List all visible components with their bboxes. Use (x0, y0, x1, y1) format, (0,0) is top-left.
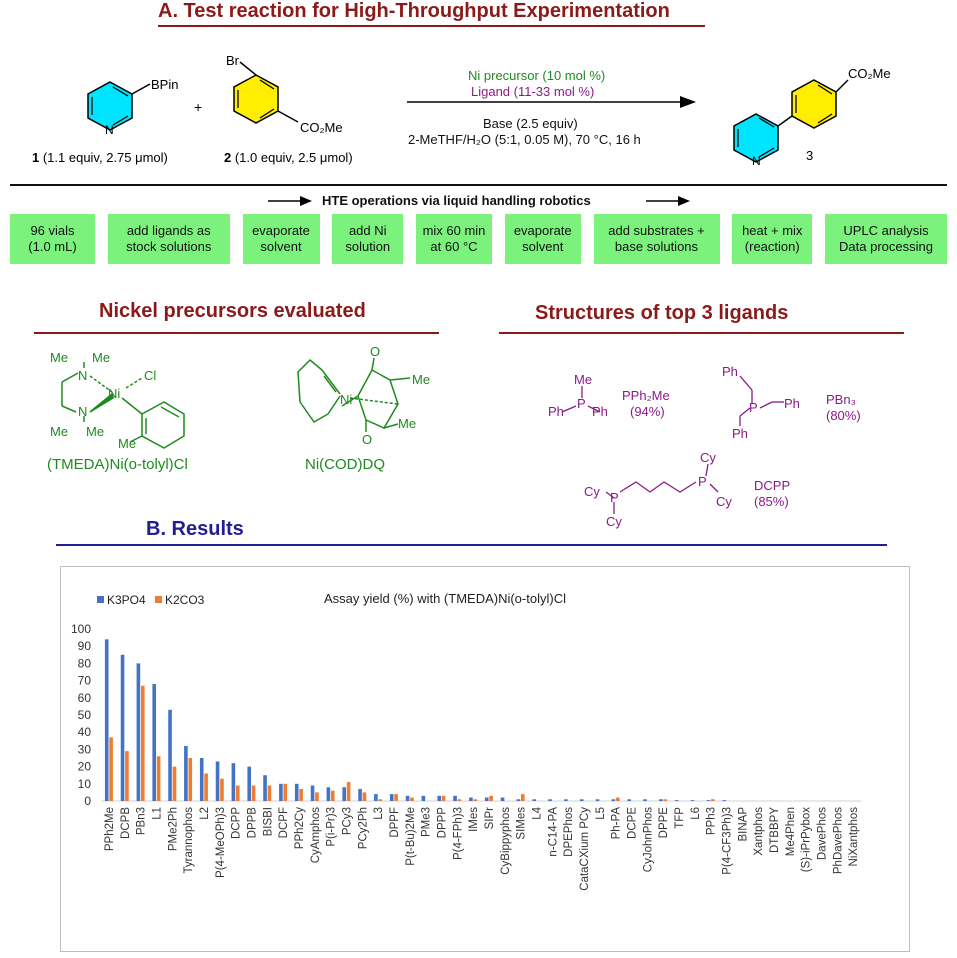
y-tick-label: 80 (77, 656, 91, 671)
x-tick-label: L4 (531, 807, 544, 820)
nickel-rule (34, 332, 439, 334)
bar-k3po4 (247, 767, 251, 801)
svg-text:Me: Me (398, 416, 417, 431)
bar-k3po4 (311, 786, 315, 801)
section-a-rule (158, 25, 705, 27)
x-tick-label: CyAmphos (309, 807, 322, 864)
bromo-label: Br (226, 53, 239, 68)
svg-text:N: N (78, 404, 88, 419)
svg-text:Ph: Ph (732, 426, 748, 441)
product-number: 3 (806, 148, 814, 163)
bar-k3po4 (722, 800, 726, 801)
bar-k3po4 (390, 794, 394, 801)
bar-k2co3 (220, 779, 224, 801)
bar-k2co3 (363, 792, 367, 801)
bar-k2co3 (141, 686, 145, 801)
bar-k3po4 (279, 784, 283, 801)
svg-text:Cy: Cy (584, 484, 600, 499)
svg-text:2 (1.0 equiv, 2.5 μmol) (224, 150, 353, 165)
y-tick-label: 10 (77, 776, 91, 791)
bar-k2co3 (442, 796, 446, 801)
x-tick-label: (S)-iPrPybox (800, 807, 813, 873)
pyridine-n-label: N (105, 123, 114, 137)
x-tick-label: DCPE (626, 807, 639, 839)
y-tick-label: 60 (77, 690, 91, 705)
tmeda-complex-structure (30, 340, 230, 452)
section-b-title: B. Results (146, 518, 244, 540)
svg-text:Ph: Ph (784, 396, 800, 411)
x-tick-label: PCy3 (341, 807, 354, 836)
ligand-3-name: DCPP (754, 478, 791, 493)
bar-k2co3 (157, 756, 161, 801)
cod-complex-label: Ni(COD)DQ (305, 456, 385, 473)
x-tick-label: DPPE (658, 807, 671, 839)
bar-k3po4 (627, 799, 631, 801)
legend-label-k3po4: K3PO4 (107, 593, 146, 607)
chart-plot-area (71, 622, 861, 891)
y-tick-label: 70 (77, 673, 91, 688)
bar-k2co3 (394, 794, 398, 801)
bar-k2co3 (315, 792, 319, 801)
product-n-label: N (752, 154, 761, 168)
bar-k3po4 (485, 798, 489, 801)
x-tick-label: P(4-MeOPh)3 (214, 807, 227, 878)
ligand-3-yield: (85%) (754, 494, 789, 509)
bar-k2co3 (331, 791, 335, 801)
y-tick-label: 40 (77, 725, 91, 740)
svg-text:P: P (698, 474, 707, 489)
svg-text:O: O (362, 432, 373, 447)
yield-chart-svg (61, 567, 909, 951)
x-tick-label: CyJohnPhos (642, 807, 655, 873)
reagent-1-structure (88, 77, 178, 137)
x-tick-label: DCPP (230, 807, 243, 839)
plus-sign: + (194, 99, 203, 115)
hte-step: 96 vials (1.0 mL) (10, 214, 95, 264)
hte-step: add ligands as stock solutions (108, 214, 230, 264)
bar-k3po4 (105, 639, 109, 801)
ligand-2-yield: (80%) (826, 408, 861, 423)
x-tick-label: P(i-Pr)3 (325, 807, 338, 847)
svg-text:P: P (577, 396, 586, 411)
x-tick-label: DTBBPY (768, 807, 781, 854)
bar-k3po4 (501, 798, 505, 801)
svg-text:Ni: Ni (108, 386, 121, 401)
yield-chart (60, 566, 910, 952)
x-tick-label: Me4Phen (784, 807, 797, 857)
x-tick-label: Xantphos (753, 807, 766, 856)
bar-k3po4 (263, 775, 267, 801)
bar-k3po4 (121, 655, 125, 801)
bar-k2co3 (521, 794, 525, 801)
section-a-title: A. Test reaction for High-Throughput Experimentation (158, 0, 670, 22)
x-tick-label: Ph-PA (610, 807, 623, 840)
hte-step: UPLC analysis Data processing (825, 214, 947, 264)
x-tick-label: TFP (673, 807, 686, 829)
hte-right-arrow (646, 194, 690, 208)
x-tick-label: IMes (468, 807, 481, 832)
bar-k2co3 (663, 799, 667, 801)
x-tick-label: P(4-FPh)3 (452, 807, 465, 861)
svg-text:Cy: Cy (716, 494, 732, 509)
bar-k3po4 (548, 799, 552, 801)
bar-k3po4 (532, 799, 536, 801)
bar-k3po4 (184, 746, 188, 801)
reagent-1-number: 1 (32, 150, 40, 165)
bar-k2co3 (109, 737, 113, 801)
condition-base: Base (2.5 equiv) (483, 116, 578, 131)
x-tick-label: BISBI (262, 807, 275, 837)
x-tick-label: DPPP (436, 807, 449, 839)
bar-k2co3 (458, 799, 462, 801)
hte-rule (10, 184, 947, 186)
legend-swatch-k3po4 (97, 596, 104, 603)
svg-text:Me: Me (118, 436, 137, 451)
bar-k3po4 (517, 799, 521, 801)
section-b-rule (56, 544, 887, 546)
svg-text:Ni: Ni (340, 392, 353, 407)
bar-k2co3 (283, 784, 287, 801)
x-tick-label: PMe2Ph (167, 807, 180, 852)
x-tick-label: DPEPhos (563, 807, 576, 857)
reagent-2-number: 2 (224, 150, 232, 165)
bar-k3po4 (374, 794, 378, 801)
x-tick-label: PhDavePhos (832, 807, 845, 875)
ligand-1-name: PPh₂Me (622, 388, 670, 403)
bar-k2co3 (473, 799, 477, 801)
y-tick-label: 90 (77, 639, 91, 654)
hte-step: add Ni solution (332, 214, 403, 264)
ligands-title: Structures of top 3 ligands (535, 302, 789, 324)
x-tick-label: CataCXium PCy (578, 807, 591, 891)
bar-k3po4 (327, 787, 331, 801)
bar-k3po4 (564, 799, 568, 801)
bar-k2co3 (188, 758, 192, 801)
ester-label: CO₂Me (300, 120, 343, 135)
bar-k2co3 (489, 796, 493, 801)
bar-k2co3 (236, 786, 240, 801)
x-tick-label: PPh2Cy (293, 807, 306, 850)
x-tick-label: DPPB (246, 807, 259, 839)
bar-k3po4 (580, 799, 584, 801)
bar-k2co3 (252, 786, 256, 801)
chart-title: Assay yield (%) with (TMEDA)Ni(o-tolyl)Cl (324, 591, 566, 606)
hte-step: mix 60 min at 60 °C (416, 214, 492, 264)
svg-text:Ph: Ph (592, 404, 608, 419)
bar-k3po4 (168, 710, 172, 801)
reagent-1-amount: (1.1 equiv, 2.75 μmol) (39, 150, 168, 165)
bar-k3po4 (437, 796, 441, 801)
hte-step: heat + mix (reaction) (732, 214, 812, 264)
legend-label-k2co3: K2CO3 (165, 593, 205, 607)
bar-k3po4 (675, 800, 679, 801)
hte-step: add substrates + base solutions (594, 214, 720, 264)
hte-header: HTE operations via liquid handling robotics (322, 193, 591, 208)
bar-k2co3 (125, 751, 129, 801)
svg-text:Me: Me (92, 350, 111, 365)
bar-k2co3 (299, 789, 303, 801)
x-tick-label: P(t-Bu)2Me (404, 807, 417, 866)
reagent-2-amount: (1.0 equiv, 2.5 μmol) (231, 150, 353, 165)
bar-k3po4 (406, 796, 410, 801)
svg-text:Me: Me (574, 372, 593, 387)
bar-k3po4 (232, 763, 236, 801)
x-tick-label: L5 (594, 807, 607, 820)
hte-left-arrow (268, 194, 312, 208)
bar-k3po4 (295, 784, 299, 801)
x-tick-label: L3 (373, 807, 386, 820)
ligand-1-yield: (94%) (630, 404, 665, 419)
bar-k2co3 (173, 767, 177, 801)
x-tick-label: BINAP (737, 807, 750, 842)
x-tick-label: PMe3 (420, 807, 433, 838)
bar-k2co3 (204, 773, 208, 801)
bar-k3po4 (691, 800, 695, 801)
condition-solvent: 2-MeTHF/H₂O (5:1, 0.05 M), 70 °C, 16 h (408, 132, 641, 147)
nickel-title: Nickel precursors evaluated (99, 300, 366, 322)
product-ester-label: CO₂Me (848, 66, 891, 81)
svg-text:Me: Me (412, 372, 431, 387)
svg-text:1 (1.1 equiv, 2.75 μmol) (32, 150, 168, 165)
x-tick-label: Tyrannophos (183, 807, 196, 874)
x-tick-label: DCPB (119, 807, 132, 839)
bar-k3po4 (152, 684, 156, 801)
y-tick-label: 20 (77, 759, 91, 774)
legend-swatch-k2co3 (155, 596, 162, 603)
bar-k2co3 (616, 798, 620, 801)
x-tick-label: L1 (151, 807, 164, 820)
y-tick-label: 0 (84, 794, 91, 808)
x-tick-label: CyBippyphos (499, 807, 512, 875)
x-tick-label: PBn3 (135, 807, 148, 836)
tmeda-complex-label: (TMEDA)Ni(o-tolyl)Cl (47, 456, 188, 473)
svg-text:O: O (370, 344, 381, 359)
x-tick-label: DCPF (278, 807, 291, 839)
bar-k3po4 (469, 798, 473, 801)
cod-complex-structure (280, 340, 440, 452)
bpin-label: BPin (151, 77, 179, 92)
bar-k3po4 (342, 787, 346, 801)
ligand-structures (540, 360, 880, 530)
bar-k3po4 (612, 799, 616, 801)
condition-ligand: Ligand (11-33 mol %) (471, 84, 595, 99)
bar-k2co3 (410, 798, 414, 801)
x-tick-label: PPh3 (705, 807, 718, 836)
svg-text:Cl: Cl (144, 368, 157, 383)
condition-ni: Ni precursor (10 mol %) (468, 68, 606, 83)
bar-k3po4 (422, 796, 426, 801)
x-tick-label: SIPr (483, 807, 496, 830)
chart-legend (97, 593, 205, 607)
x-tick-label: L2 (198, 807, 211, 820)
svg-text:Ph: Ph (548, 404, 564, 419)
y-tick-label: 30 (77, 742, 91, 757)
bar-k3po4 (659, 799, 663, 801)
x-tick-label: SIMes (515, 807, 528, 840)
svg-text:Cy: Cy (700, 450, 716, 465)
x-tick-label: n-C14-PA (547, 807, 560, 857)
bar-k2co3 (268, 786, 272, 801)
hte-step: evaporate solvent (505, 214, 581, 264)
x-tick-label: L6 (689, 807, 702, 820)
svg-text:Me: Me (86, 424, 105, 439)
bar-k3po4 (643, 799, 647, 801)
svg-text:P: P (749, 400, 758, 415)
bar-k2co3 (711, 799, 715, 801)
svg-text:Cy: Cy (606, 514, 622, 529)
reagent-2-structure (226, 53, 343, 135)
x-tick-label: DavePhos (816, 807, 829, 861)
bar-k3po4 (453, 796, 457, 801)
bar-k3po4 (707, 800, 711, 801)
bar-k3po4 (216, 761, 220, 801)
bar-k3po4 (137, 663, 141, 801)
svg-text:Ph: Ph (722, 364, 738, 379)
svg-text:Me: Me (50, 350, 69, 365)
x-tick-label: DPPF (388, 807, 401, 838)
x-tick-label: PCy2Ph (357, 807, 370, 850)
svg-text:N: N (78, 368, 88, 383)
svg-text:Me: Me (50, 424, 69, 439)
ligand-2-name: PBn₃ (826, 392, 856, 407)
svg-text:P: P (610, 490, 619, 505)
y-tick-label: 100 (70, 622, 91, 636)
y-tick-label: 50 (77, 708, 91, 722)
bar-k3po4 (596, 799, 600, 801)
bar-k3po4 (358, 789, 362, 801)
x-tick-label: NiXantphos (848, 807, 861, 867)
x-tick-label: PPh2Me (103, 807, 116, 852)
bar-k2co3 (378, 799, 382, 801)
hte-steps (10, 214, 947, 264)
ligands-rule (499, 332, 904, 334)
x-tick-label: P(4-CF3Ph)3 (721, 807, 734, 875)
bar-k3po4 (200, 758, 204, 801)
reaction-scheme (0, 40, 957, 170)
bar-k2co3 (347, 782, 351, 801)
hte-step: evaporate solvent (243, 214, 320, 264)
